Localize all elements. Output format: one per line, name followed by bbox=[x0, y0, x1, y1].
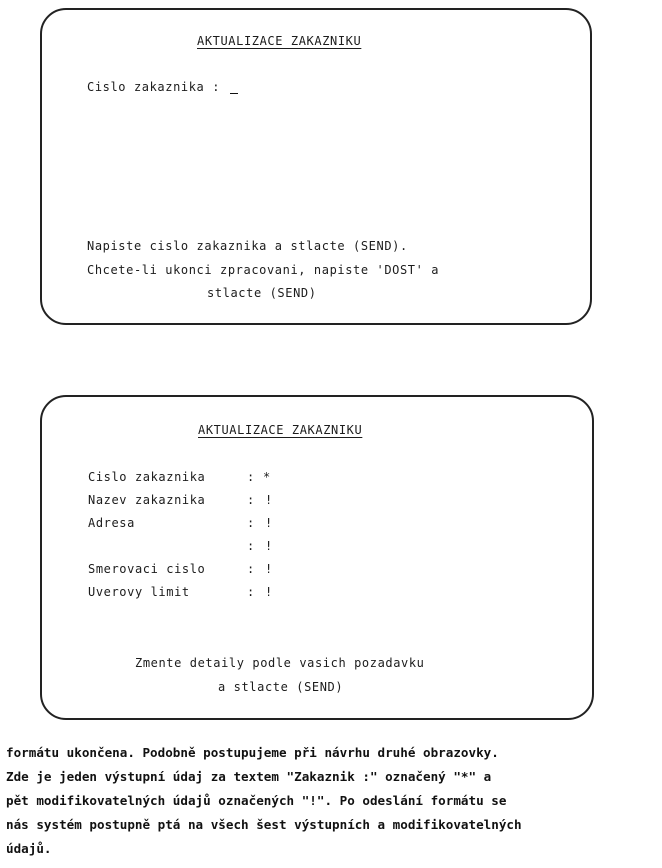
paragraph-line: formátu ukončena. Podobně postupujeme při návrhu druhé obrazovky. bbox=[6, 745, 499, 760]
field-marker-output: * bbox=[263, 470, 271, 484]
field-marker-modifiable: ! bbox=[265, 585, 273, 599]
paragraph-line: údajů. bbox=[6, 841, 52, 856]
field-label-customer-name: Nazev zakaznika bbox=[88, 493, 206, 507]
customer-number-label: Cislo zakaznika : bbox=[87, 80, 228, 94]
screen1-instruction-2: Chcete-li ukonci zpracovani, napiste 'DOST' a bbox=[87, 263, 440, 277]
body-paragraph bbox=[6, 741, 658, 861]
screen-mockup-2 bbox=[40, 395, 594, 720]
field-separator: : bbox=[247, 493, 255, 507]
screen1-instruction-1: Napiste cislo zakaznika a stlacte (SEND). bbox=[87, 239, 408, 253]
field-marker-modifiable: ! bbox=[265, 516, 273, 530]
screen-mockup-1 bbox=[40, 8, 592, 325]
field-marker-modifiable: ! bbox=[265, 562, 273, 576]
field-separator: : bbox=[247, 470, 255, 484]
screen2-instruction-1: Zmente detaily podle vasich pozadavku bbox=[135, 656, 425, 670]
field-label-customer-number: Cislo zakaznika bbox=[88, 470, 206, 484]
screen2-title: AKTUALIZACE ZAKAZNIKU bbox=[198, 423, 363, 437]
field-label-address: Adresa bbox=[88, 516, 135, 530]
screen1-title: AKTUALIZACE ZAKAZNIKU bbox=[197, 34, 362, 48]
field-separator: : bbox=[247, 562, 255, 576]
field-marker-modifiable: ! bbox=[265, 539, 273, 553]
screen2-instruction-2: a stlacte (SEND) bbox=[218, 680, 344, 694]
field-label-postal-code: Smerovaci cislo bbox=[88, 562, 206, 576]
field-separator: : bbox=[247, 516, 255, 530]
paragraph-line: pět modifikovatelných údajů označených "!". Po odeslání formátu se bbox=[6, 793, 507, 808]
field-marker-modifiable: ! bbox=[265, 493, 273, 507]
input-cursor bbox=[230, 92, 238, 94]
screen1-instruction-3: stlacte (SEND) bbox=[207, 286, 317, 300]
field-separator: : bbox=[247, 585, 255, 599]
field-label-credit-limit: Uverovy limit bbox=[88, 585, 190, 599]
field-separator: : bbox=[247, 539, 255, 553]
paragraph-line: nás systém postupně ptá na všech šest výstupních a modifikovatelných bbox=[6, 817, 522, 832]
customer-number-prompt bbox=[87, 80, 238, 94]
paragraph-line: Zde je jeden výstupní údaj za textem "Zakaznik :" označený "*" a bbox=[6, 769, 492, 784]
